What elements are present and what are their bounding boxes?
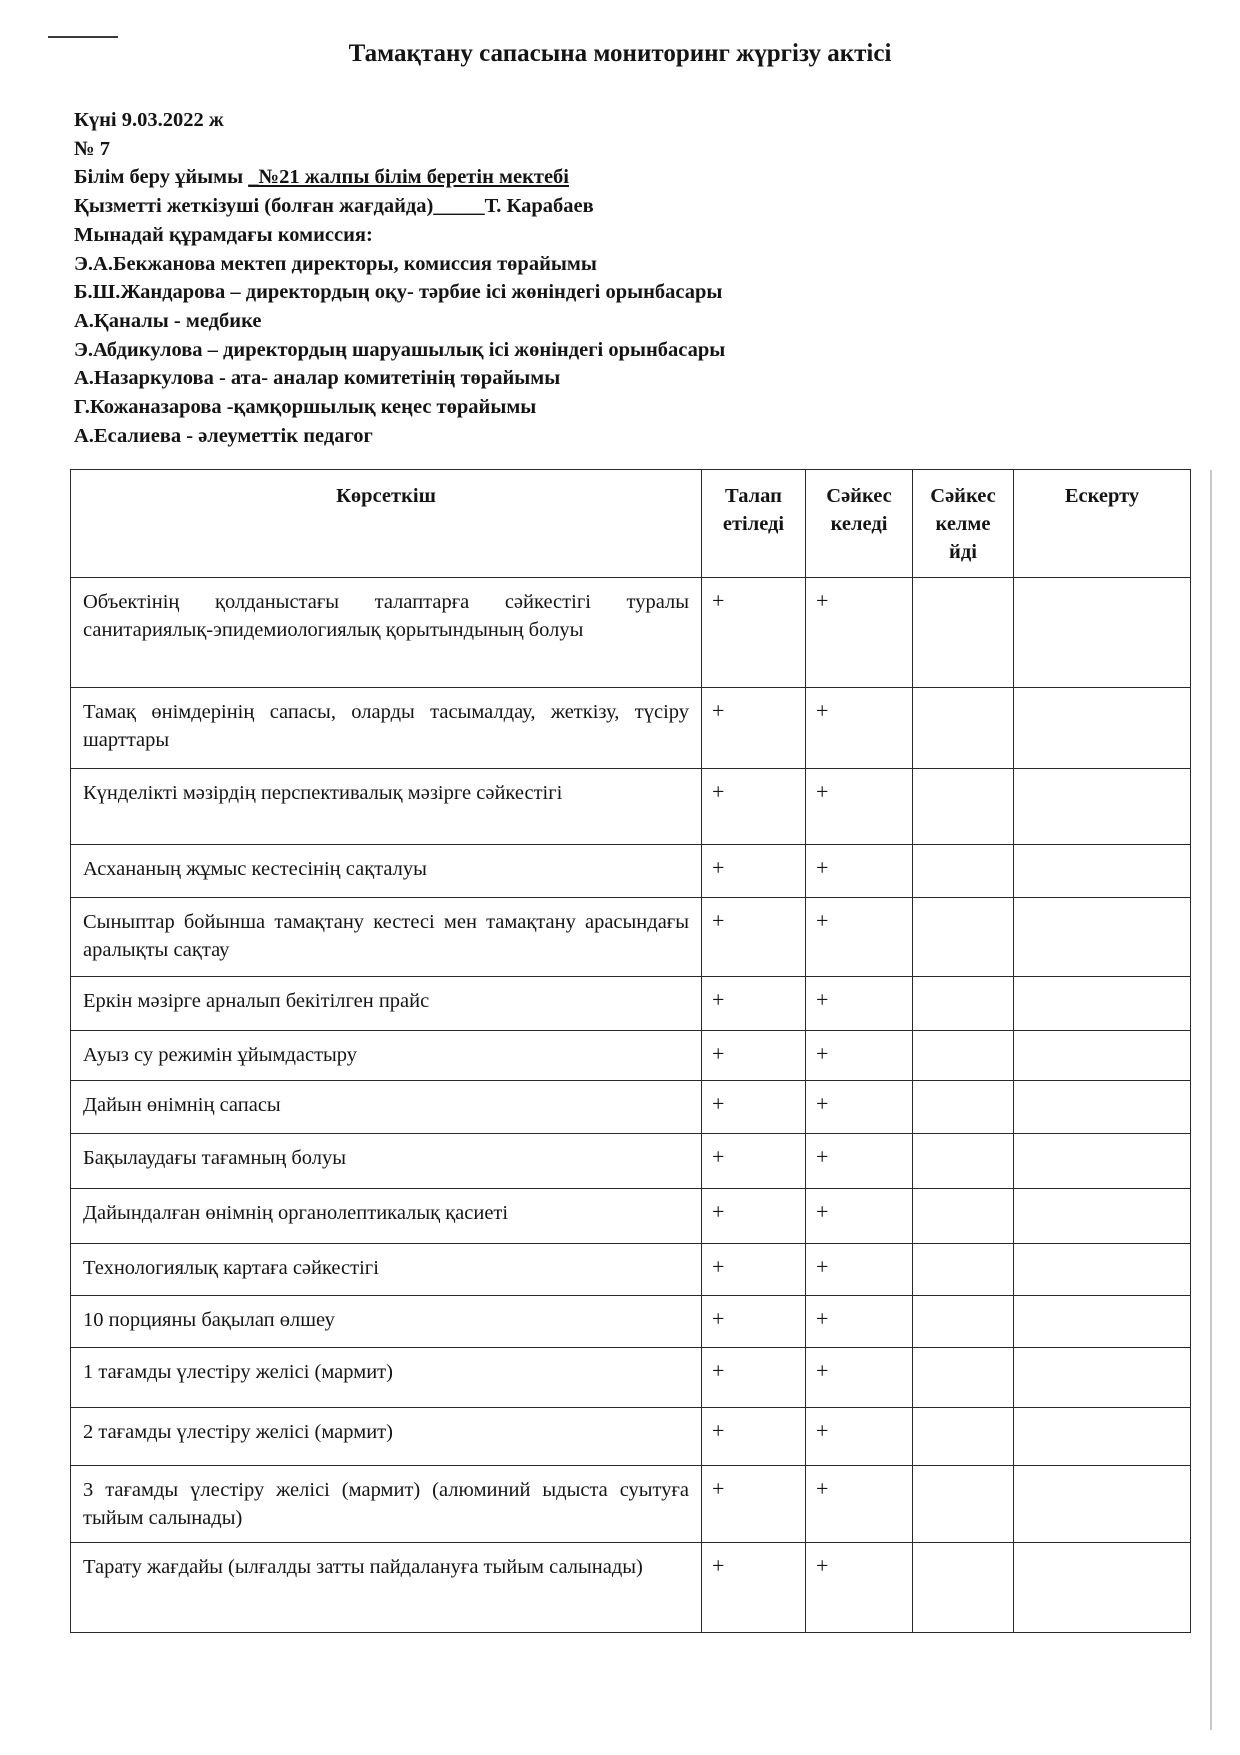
compliant-cell: + [806,688,913,769]
organization-value: _№21 жалпы білім беретін мектебі [248,166,569,189]
compliant-cell: + [806,1081,913,1134]
required-cell: + [702,1408,806,1466]
table-row [71,769,1191,845]
compliant-cell: + [806,977,913,1031]
compliant-cell: + [806,1348,913,1408]
required-cell: + [702,1189,806,1244]
noncompliant-cell [913,688,1014,769]
header-compliant: Сәйкес келеді [806,470,913,578]
compliant-cell: + [806,1031,913,1081]
noncompliant-cell [913,1348,1014,1408]
noncompliant-cell [913,898,1014,977]
table-row [71,1244,1191,1296]
note-cell [1014,845,1191,898]
scan-mark [48,36,118,38]
required-cell: + [702,1031,806,1081]
compliant-cell: + [806,1189,913,1244]
noncompliant-cell [913,769,1014,845]
noncompliant-cell [913,977,1014,1031]
indicator-cell: 2 тағамды үлестіру желісі (мармит) [71,1408,702,1466]
compliant-cell: + [806,578,913,688]
table-row [71,1408,1191,1466]
scan-edge [1210,470,1212,1730]
required-cell: + [702,1348,806,1408]
indicator-cell: 10 порцияны бақылап өлшеу [71,1296,702,1348]
indicator-cell: Сыныптар бойынша тамақтану кестесі мен тамақтану арасындағы аралықты сақтау [71,898,702,977]
supplier-line: Қызметті жеткізуші (болған жағдайда)_____Т. Карабаев [74,195,594,218]
noncompliant-cell [913,1031,1014,1081]
commission-member: А.Есалиева - әлеуметтік педагог [74,424,373,447]
required-cell: + [702,688,806,769]
indicator-cell: Объектінің қолданыстағы талаптарға сәйкестігі туралы санитариялық-эпидемиологиялық қорытындының болуы [71,578,702,688]
compliant-cell: + [806,1134,913,1189]
document-title: Тамақтану сапасына мониторинг жүргізу актісі [348,40,892,67]
note-cell [1014,688,1191,769]
compliant-cell: + [806,1543,913,1633]
note-cell [1014,769,1191,845]
header-indicator: Көрсеткіш [71,470,702,578]
table-row [71,1348,1191,1408]
table-row [71,1189,1191,1244]
indicator-cell: Еркін мәзірге арналып бекітілген прайс [71,977,702,1031]
note-cell [1014,977,1191,1031]
note-cell [1014,1296,1191,1348]
organization-line [74,163,725,192]
required-cell: + [702,769,806,845]
noncompliant-cell [913,1296,1014,1348]
note-cell [1014,1031,1191,1081]
document-header [74,106,725,450]
required-cell: + [702,1296,806,1348]
table-row [71,898,1191,977]
indicator-cell: Күнделікті мәзірдің перспективалық мәзірге сәйкестігі [71,769,702,845]
note-cell [1014,1189,1191,1244]
required-cell: + [702,1081,806,1134]
commission-member: Э.Абдикулова – директордың шаруашылық ісі жөніндегі орынбасары [74,338,726,361]
table-header-row [71,470,1191,578]
noncompliant-cell [913,1466,1014,1543]
required-cell: + [702,898,806,977]
table-row [71,1081,1191,1134]
noncompliant-cell [913,1543,1014,1633]
number-line: № 7 [74,137,110,160]
indicator-cell: Дайын өнімнің сапасы [71,1081,702,1134]
table-row [71,1466,1191,1543]
date-line: Күні 9.03.2022 ж [74,109,224,131]
indicator-cell: Дайындалған өнімнің органолептикалық қасиеті [71,1189,702,1244]
commission-member: Э.А.Бекжанова мектеп директоры, комиссия төрайымы [74,252,597,275]
note-cell [1014,1543,1191,1633]
table-row [71,977,1191,1031]
note-cell [1014,1134,1191,1189]
commission-member: Г.Кожаназарова -қамқоршылық кеңес төрайымы [74,396,537,419]
table-row [71,1296,1191,1348]
indicator-cell: 1 тағамды үлестіру желісі (мармит) [71,1348,702,1408]
indicator-cell: Бақылаудағы тағамның болуы [71,1134,702,1189]
note-cell [1014,578,1191,688]
note-cell [1014,1466,1191,1543]
required-cell: + [702,845,806,898]
table-row [71,1543,1191,1633]
compliant-cell: + [806,1466,913,1543]
indicator-cell: Асхананың жұмыс кестесінің сақталуы [71,845,702,898]
compliant-cell: + [806,1296,913,1348]
note-cell [1014,1348,1191,1408]
table-row [71,845,1191,898]
note-cell [1014,1408,1191,1466]
commission-member: Б.Ш.Жандарова – директордың оқу- тәрбие ісі жөніндегі орынбасары [74,281,723,304]
noncompliant-cell [913,1244,1014,1296]
indicator-cell: Ауыз су режимін ұйымдастыру [71,1031,702,1081]
compliant-cell: + [806,898,913,977]
compliant-cell: + [806,1408,913,1466]
header-required: Талап етіледі [702,470,806,578]
compliant-cell: + [806,845,913,898]
monitoring-table [70,469,1191,1633]
indicator-cell: Тарату жағдайы (ылғалды затты пайдалануға тыйым салынады) [71,1543,702,1633]
organization-label: Білім беру ұйымы [74,166,249,189]
indicator-cell: Тамақ өнімдерінің сапасы, оларды тасымалдау, жеткізу, түсіру шарттары [71,688,702,769]
compliant-cell: + [806,1244,913,1296]
required-cell: + [702,1543,806,1633]
noncompliant-cell [913,578,1014,688]
note-cell [1014,1244,1191,1296]
noncompliant-cell [913,1134,1014,1189]
table-row [71,578,1191,688]
noncompliant-cell [913,1189,1014,1244]
indicator-cell: Технологиялық картаға сәйкестігі [71,1244,702,1296]
noncompliant-cell [913,1081,1014,1134]
header-note: Ескерту [1014,470,1191,578]
indicator-cell: 3 тағамды үлестіру желісі (мармит) (алюминий ыдыста суытуға тыйым салынады) [71,1466,702,1543]
noncompliant-cell [913,1408,1014,1466]
noncompliant-cell [913,845,1014,898]
compliant-cell: + [806,769,913,845]
commission-member: А.Назаркулова - ата- аналар комитетінің төрайымы [74,367,561,390]
required-cell: + [702,1244,806,1296]
table-row [71,1031,1191,1081]
header-noncompliant: Сәйкес келме йді [913,470,1014,578]
commission-member: А.Қаналы - медбике [74,309,262,332]
table-row [71,1134,1191,1189]
required-cell: + [702,1466,806,1543]
required-cell: + [702,1134,806,1189]
required-cell: + [702,578,806,688]
required-cell: + [702,977,806,1031]
note-cell [1014,898,1191,977]
commission-intro: Мынадай құрамдағы комиссия: [74,223,373,246]
table-row [71,688,1191,769]
note-cell [1014,1081,1191,1134]
